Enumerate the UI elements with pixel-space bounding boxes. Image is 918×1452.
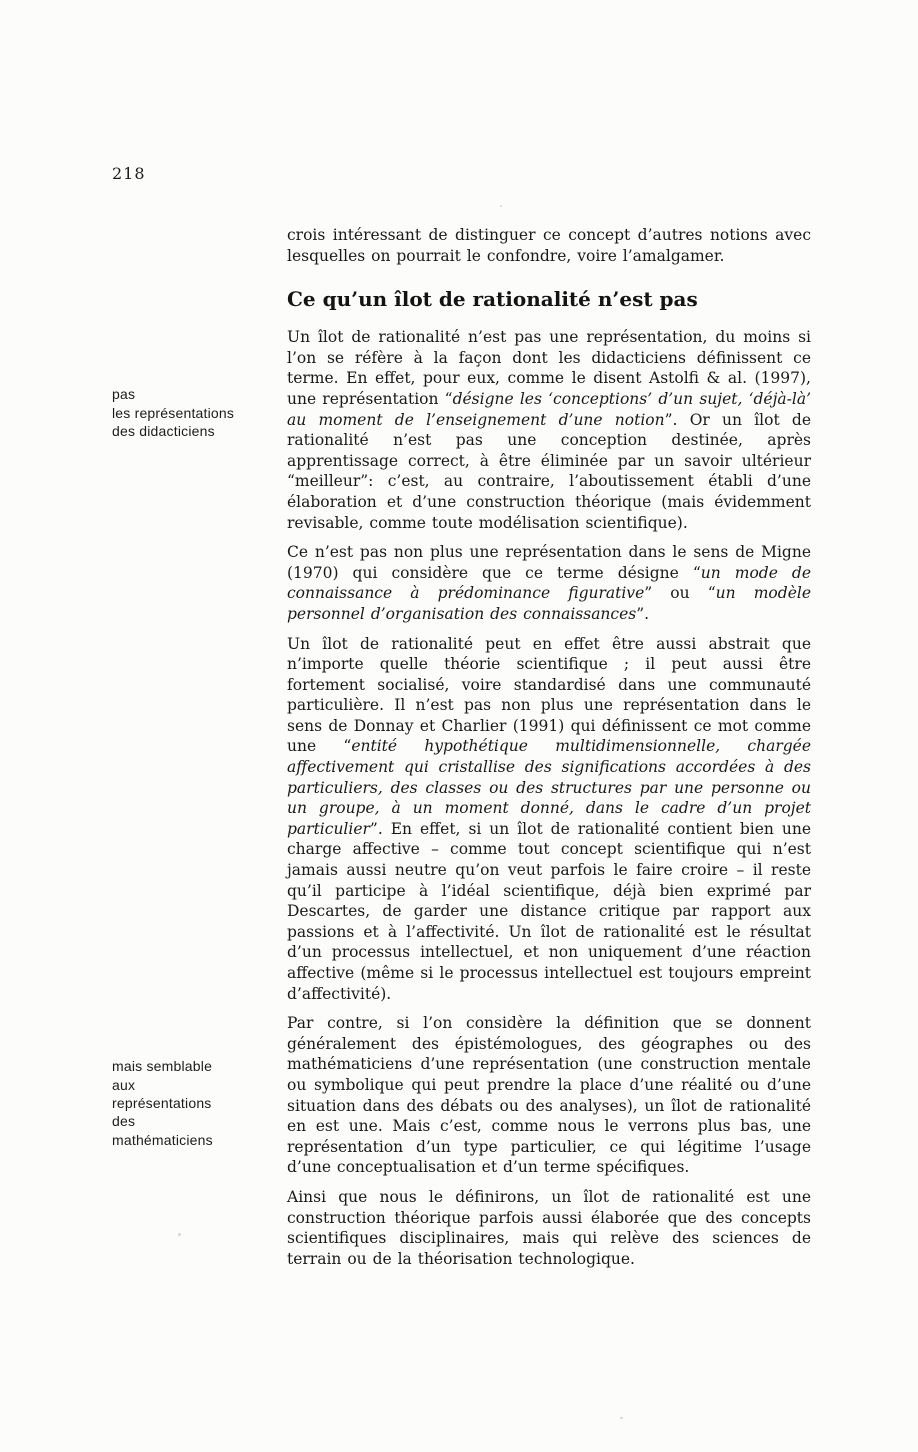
text-column	[287, 327, 811, 533]
quoted-italic-text: entité hypothétique multidimensionnelle, chargée affectivement qui cristallise des significations accordées à des particuliers, des classes ou des structures par une personne ou un groupe, à un moment donné, dans le cadre d’un projet particulier	[287, 737, 812, 838]
margin-note-line: aux	[112, 1076, 136, 1093]
paragraph-row	[0, 1187, 918, 1269]
body-text: Ainsi que nous le définirons, un îlot de rationalité est une construction théorique parfois aussi élaborée que des concepts scientifiques disciplinaires, mais qui relève des sciences de terrain ou de la théorisation technologique.	[287, 1187, 811, 1268]
margin-note-line: mais semblable	[112, 1058, 213, 1075]
section-heading: Ce qu’un îlot de rationalité n’est pas	[287, 287, 698, 312]
body-text: Ce n’est pas non plus une représentation dans le sens de Migne (1970) qui considère que ce terme désigne “	[287, 543, 811, 582]
body-text: crois intéressant de distinguer ce concept d’autres notions avec lesquelles on pourrait le confondre, voire l’amalgamer.	[287, 226, 811, 265]
margin-note-line: représentations	[112, 1095, 212, 1111]
paragraph-row	[0, 1013, 918, 1178]
margin-column	[0, 1013, 287, 1149]
text-column	[287, 1187, 811, 1269]
body-text: Un îlot de rationalité peut en effet être aussi abstrait que n’importe quelle théorie scientifique ; il peut aussi être fortement socialisé, voire standardisé dans une communauté particulière. Il n’est pas non plus une représentation dans le sens de Donnay et Charlier (1991) qui définissent ce mot comme une “	[287, 634, 811, 756]
quoted-italic-text: désigne les ‘conceptions’ d’un sujet, ‘déjà-là’ au moment de l’enseignement d’une notion	[287, 389, 811, 429]
body-text: ”. Or un îlot de rationalité n’est pas une conception destinée, après apprentissage correct, à être éliminée par un savoir ultérieur “meilleur”: c’est, au contraire, l’aboutissement établi d’une élaboration et d’une construction théorique (mais évidemment revisable, comme toute modélisation scientifique).	[287, 410, 812, 532]
intro-row	[0, 225, 918, 266]
margin-note-line: des	[112, 1113, 136, 1130]
paragraph-row	[0, 634, 918, 1005]
paragraph-row	[0, 542, 918, 624]
heading-row	[0, 287, 918, 311]
margin-note-didacticiens	[112, 385, 287, 440]
margin-note-line: les représentations	[112, 404, 235, 421]
text-column	[287, 634, 811, 1005]
margin-column	[0, 327, 287, 440]
text-column	[287, 542, 811, 624]
paragraph-2	[287, 542, 811, 624]
body-text: ”. En effet, si un îlot de rationalité contient bien une charge affective – comme tout concept scientifique qui n’est jamais aussi neutre qu’on veut parfois le faire croire – il reste qu’il participe à l’idéal scientifique, déjà bien exprimé par Descartes, de garder une distance critique par rapport aux passions et à l’affectivité. Un îlot de rationalité est le résultat d’un processus intellectuel, et non uniquement d’une réaction affective (même si le processus intellectuel est toujours empreint d’affectivité).	[287, 819, 811, 1003]
scan-speckle	[620, 1417, 623, 1419]
body-text: ”.	[636, 604, 650, 623]
text-column	[287, 225, 811, 266]
text-column	[287, 287, 811, 311]
margin-note-line: des didacticiens	[112, 423, 215, 439]
margin-note-line: mathématiciens	[112, 1131, 213, 1148]
body-text: ” ou “	[644, 584, 716, 603]
paragraph-4	[287, 1013, 811, 1178]
paragraph-3	[287, 634, 811, 1005]
text-column	[287, 1013, 811, 1178]
paragraph-5	[287, 1187, 811, 1269]
quoted-italic-text: un mode de connaissance à prédominance figurative	[287, 563, 811, 603]
margin-note-line: pas	[112, 386, 136, 403]
scan-speckle	[500, 205, 502, 207]
margin-note-mathematiciens	[112, 1057, 287, 1149]
paragraph-row	[0, 327, 918, 533]
paragraph-1	[287, 327, 811, 533]
intro-paragraph	[287, 225, 811, 266]
quoted-italic-text: un modèle personnel d’organisation des connaissances	[287, 584, 811, 623]
page-content	[0, 225, 918, 1278]
body-text: Un îlot de rationalité n’est pas une représentation, du moins si l’on se réfère à la façon dont les didacticiens définissent ce terme. En effet, pour eux, comme le disent Astolfi & al. (1997), une représentation “	[287, 328, 811, 408]
page-number: 218	[112, 164, 146, 183]
body-text: Par contre, si l’on considère la définition que se donnent généralement des épistémologues, des géographes ou des mathématiciens d’une représentation (une construction mentale ou symbolique qui peut prendre la place d’une réalité ou d’une situation dans des débats ou des analyses), un îlot de rationalité en est une. Mais c’est, comme nous le verrons plus bas, une représentation d’un type particulier, ce qui légitime l’usage d’une conceptualisation et d’un terme spécifiques.	[287, 1014, 811, 1177]
scan-speckle	[178, 1233, 181, 1236]
